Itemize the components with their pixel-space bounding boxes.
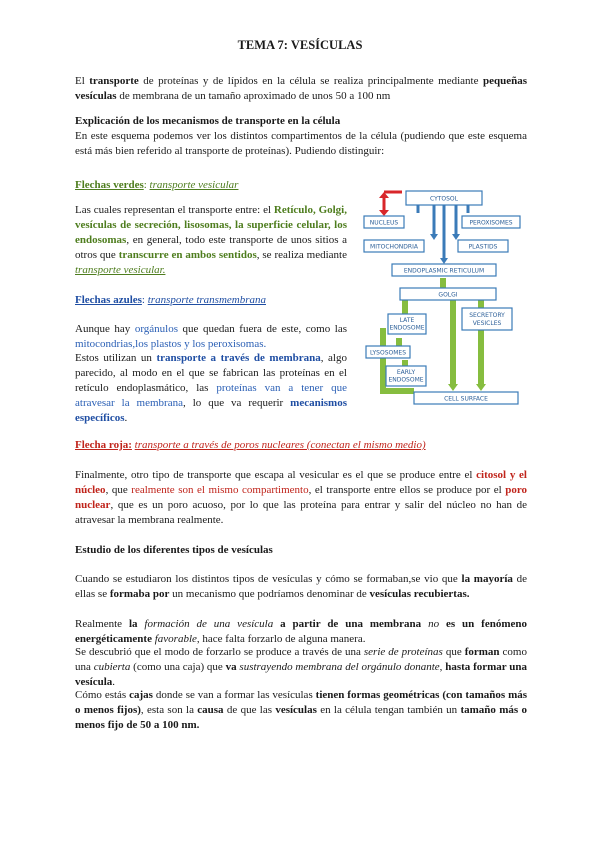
early-endosome-label-1: EARLY: [396, 369, 416, 376]
intro-paragraph: El transporte de proteínas y de lípidos en la célula se realiza principalmente mediante pequeñas vesículas de membrana de un tamaño aproximado de unos 50 a 100 nm: [75, 75, 527, 102]
secretory-label-1: SECRETORY: [469, 312, 505, 319]
nucleus-label: NUCLEUS: [369, 219, 399, 227]
green-arrows-text: Las cuales representan el transporte entre: el Retículo, Golgi, vesículas de secreción, lisosomas, la superficie celular, los endosomas, en general, todo este transporte de unos sitios a otros que transcurre en ambos sentidos, se realiza mediante transporte vesicular.: [75, 204, 347, 276]
mechanisms-heading: Explicación de los mecanismos de transporte en la célula: [75, 115, 341, 127]
plastids-label: PLASTIDS: [468, 243, 498, 251]
er-label: ENDOPLASMIC RETICULUM: [403, 267, 485, 275]
cell-surface-label: CELL SURFACE: [444, 395, 488, 403]
red-arrow-text: Finalmente, otro tipo de transporte que escapa al vesicular es el que se produce entre el citosol y el núcleo, que realmente son el mismo compartimento, el transporte entre ellos se produce por el poro nuclear, que es un poro acuoso, por lo que las proteína para entrar y salir del núcleo no han de atravesar la membrana realmente.: [75, 469, 528, 526]
lysosomes-label: LYSOSOMES: [369, 349, 407, 357]
transport-diagram: [358, 188, 530, 410]
green-arrows-heading: Flechas verdes: transporte vesicular: [75, 179, 239, 191]
red-arrow-link: transporte a través de poros nucleares (conectan el mismo medio): [134, 439, 426, 451]
golgi-label: GOLGI: [438, 291, 458, 299]
study-text-3: Se descubrió que el modo de forzarlo se produce a través de una serie de proteínas que forman como una cubierta (como una caja) que va sustrayendo membrana del orgánulo donante, hasta formar una vesícula.: [75, 646, 527, 688]
blue-arrows-text-1: Aunque hay orgánulos que quedan fuera de este, como las mitocondrias,los plastos y los peroxisomas.: [75, 323, 347, 350]
blue-arrows-heading: Flechas azules: transporte transmembrana: [75, 294, 266, 306]
mechanisms-text: En este esquema podemos ver los distintos compartimentos de la célula (pudiendo que este esquema está más bien referido al transporte de proteínas). Pudiendo distinguir:: [75, 130, 527, 157]
study-text-2: Realmente la formación de una vesícula a partir de una membrana no es un fenómeno energéticamente favorable, hace falta forzarlo de alguna manera.: [75, 618, 527, 645]
red-arrow: [379, 192, 402, 216]
study-text-1: Cuando se estudiaron los distintos tipos de vesículas y cómo se formaban,se vio que la mayoría de ellas se formaba por un mecanismo que podríamos denominar de vesículas recubiertas.: [75, 573, 527, 600]
cytosol-label: CYTOSOL: [429, 195, 459, 203]
late-endosome-label-2: ENDOSOME: [389, 324, 425, 332]
study-heading: Estudio de los diferentes tipos de vesículas: [75, 544, 273, 556]
secretory-label-2: VESICLES: [472, 320, 502, 327]
early-endosome-label-2: ENDOSOME: [388, 376, 424, 384]
red-arrow-heading: Flecha roja: transporte a través de poros nucleares (conectan el mismo medio): [75, 439, 426, 451]
green-arrows-link: transporte vesicular: [149, 179, 239, 191]
blue-arrows-text-2: Estos utilizan un transporte a través de membrana, algo parecido, al modo en el que se fabrican las proteínas en el retículo endoplasmático, las proteínas van a tener que atravesar la membrana, lo que va requerir mecanismos específicos.: [75, 352, 347, 424]
mitochondria-label: MITOCHONDRIA: [370, 243, 418, 251]
study-text-4: Cómo estás cajas donde se van a formar las vesículas tienen formas geométricas (con tamaños más o menos fijos), esta son la causa de que las vesículas en la célula tengan también un tamaño más o menos fijo de 50 a 100 nm.: [75, 689, 528, 731]
blue-arrows-link: transporte transmembrana: [147, 294, 266, 306]
blue-arrows: [418, 205, 468, 264]
peroxisomes-label: PEROXISOMES: [469, 219, 513, 227]
page-title: TEMA 7: VESÍCULAS: [237, 38, 363, 52]
late-endosome-label-1: LATE: [399, 317, 415, 324]
